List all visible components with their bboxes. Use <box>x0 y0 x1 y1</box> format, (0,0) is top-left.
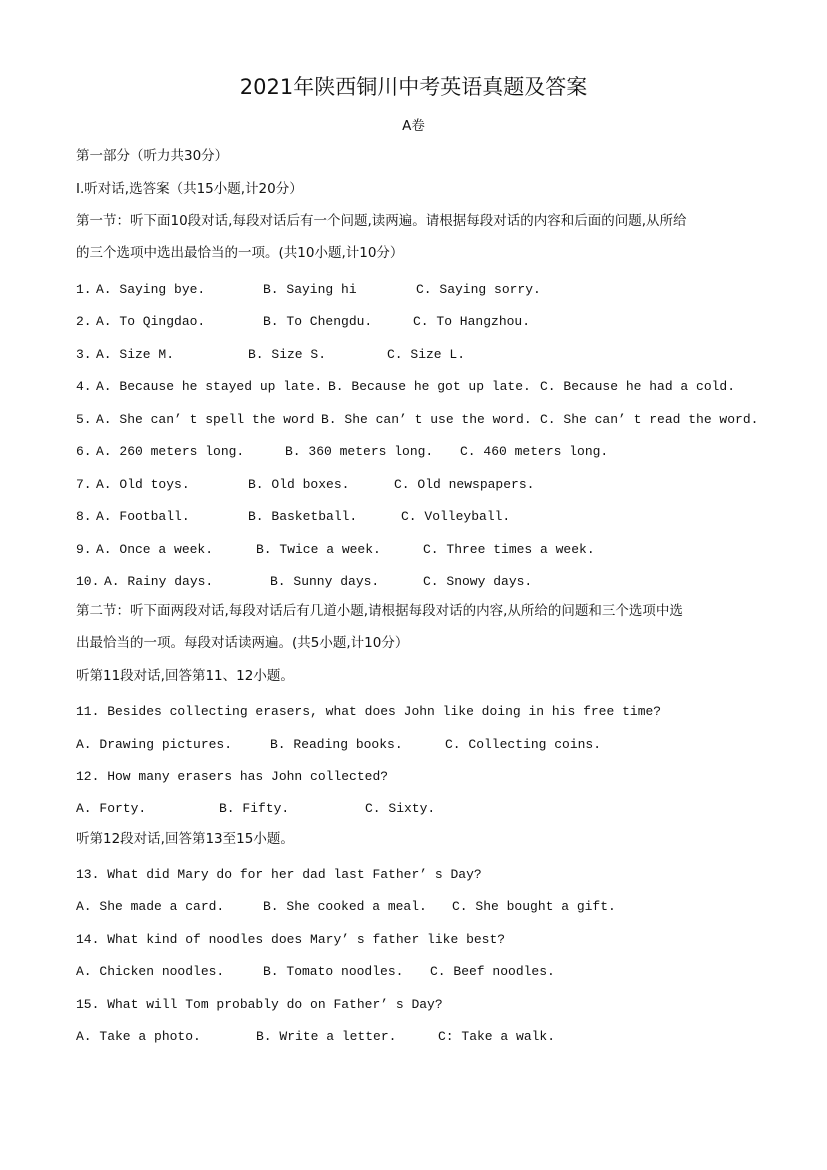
option-b: B. She can’ t use the word. <box>321 412 532 427</box>
question-number: 10. <box>76 574 100 589</box>
question-stem: 14. What kind of noodles does Mary’ s father like best? <box>76 932 506 947</box>
option-a: A. 260 meters long. <box>96 444 245 459</box>
option-b: B. Sunny days. <box>270 574 380 589</box>
question-options <box>76 963 555 981</box>
option-a: A. Chicken noodles. <box>76 964 225 979</box>
question-stem: 15. What will Tom probably do on Father’ s Day? <box>76 997 443 1012</box>
instruction-line-2: 的三个选项中选出最恰当的一项。(共10小题,计10分） <box>76 245 404 261</box>
dialog-instruction: 听第11段对话,回答第11、12小题。 <box>76 668 294 684</box>
option-b: B. Old boxes. <box>248 477 350 492</box>
question-row <box>76 411 759 429</box>
question-row <box>76 508 511 526</box>
dialog-instruction: 听第12段对话,回答第13至15小题。 <box>76 831 294 847</box>
part-heading: 第一部分（听力共30分） <box>76 148 229 164</box>
option-a: A. Football. <box>96 509 190 524</box>
question-number: 1. <box>76 282 92 297</box>
question-row <box>76 476 535 494</box>
option-c: C. Size L. <box>387 347 466 362</box>
option-a: A. Forty. <box>76 801 147 816</box>
question-row <box>76 313 531 331</box>
option-a: A. She can’ t spell the word <box>96 412 315 427</box>
question-stem: 13. What did Mary do for her dad last Father’ s Day? <box>76 867 482 882</box>
option-a: A. She made a card. <box>76 899 225 914</box>
option-c: C. Saying sorry. <box>416 282 541 297</box>
question-number: 2. <box>76 314 92 329</box>
option-b: B. Twice a week. <box>256 542 381 557</box>
question-row <box>76 443 609 461</box>
option-c: C. She bought a gift. <box>452 899 616 914</box>
option-a: A. Drawing pictures. <box>76 737 233 752</box>
question-number: 8. <box>76 509 92 524</box>
question-number: 9. <box>76 542 92 557</box>
question-options <box>76 1028 556 1046</box>
document-title: 2021年陕西铜川中考英语真题及答案 <box>239 75 588 99</box>
question-row <box>76 541 595 559</box>
option-c: C. Old newspapers. <box>394 477 535 492</box>
option-a: A. Size M. <box>96 347 175 362</box>
option-a: A. Once a week. <box>96 542 214 557</box>
option-b: B. Reading books. <box>270 737 403 752</box>
question-number: 4. <box>76 379 92 394</box>
option-b: B. Write a letter. <box>256 1029 397 1044</box>
option-a: A. Old toys. <box>96 477 190 492</box>
option-a: A. Because he stayed up late. <box>96 379 323 394</box>
option-b: B. She cooked a meal. <box>263 899 427 914</box>
option-a: A. Rainy days. <box>104 574 214 589</box>
question-number: 3. <box>76 347 92 362</box>
option-c: C. Sixty. <box>365 801 436 816</box>
question-row <box>76 573 533 591</box>
question-number: 5. <box>76 412 92 427</box>
option-b: B. Tomato noodles. <box>263 964 404 979</box>
option-c: C. Collecting coins. <box>445 737 602 752</box>
option-b: B. Basketball. <box>248 509 358 524</box>
option-c: C. Snowy days. <box>423 574 533 589</box>
section-heading: Ⅰ.听对话,选答案（共15小题,计20分） <box>76 181 303 197</box>
question-row <box>76 378 736 396</box>
question-options <box>76 800 436 818</box>
question-options <box>76 898 616 916</box>
option-b: B. Size S. <box>248 347 327 362</box>
option-c: C. She can’ t read the word. <box>540 412 759 427</box>
option-c: C: Take a walk. <box>438 1029 556 1044</box>
option-c: C. Three times a week. <box>423 542 595 557</box>
instruction-line-3: 第二节：听下面两段对话,每段对话后有几道小题,请根据每段对话的内容,从所给的问题和三个选项中选 <box>76 603 683 619</box>
instruction-line-4: 出最恰当的一项。每段对话读两遍。(共5小题,计10分） <box>76 635 409 651</box>
option-c: C. To Hangzhou. <box>413 314 531 329</box>
question-stem: 12. How many erasers has John collected? <box>76 769 389 784</box>
instruction-line-1: 第一节：听下面10段对话,每段对话后有一个问题,读两遍。请根据每段对话的内容和后面的问题,从所给 <box>76 213 687 229</box>
option-a: A. To Qingdao. <box>96 314 206 329</box>
option-b: B. Saying hi <box>263 282 357 297</box>
question-stem: 11. Besides collecting erasers, what does John like doing in his free time? <box>76 704 662 719</box>
option-b: B. Fifty. <box>219 801 290 816</box>
option-b: B. To Chengdu. <box>263 314 373 329</box>
question-options <box>76 736 602 754</box>
paper-version-label: A卷 <box>402 118 425 134</box>
question-row <box>76 346 466 364</box>
option-b: B. 360 meters long. <box>285 444 434 459</box>
question-row <box>76 281 541 299</box>
option-c: C. Volleyball. <box>401 509 511 524</box>
question-number: 6. <box>76 444 92 459</box>
option-c: C. Because he had a cold. <box>540 379 736 394</box>
option-c: C. Beef noodles. <box>430 964 555 979</box>
option-a: A. Take a photo. <box>76 1029 201 1044</box>
question-number: 7. <box>76 477 92 492</box>
option-c: C. 460 meters long. <box>460 444 609 459</box>
option-a: A. Saying bye. <box>96 282 206 297</box>
option-b: B. Because he got up late. <box>328 379 531 394</box>
